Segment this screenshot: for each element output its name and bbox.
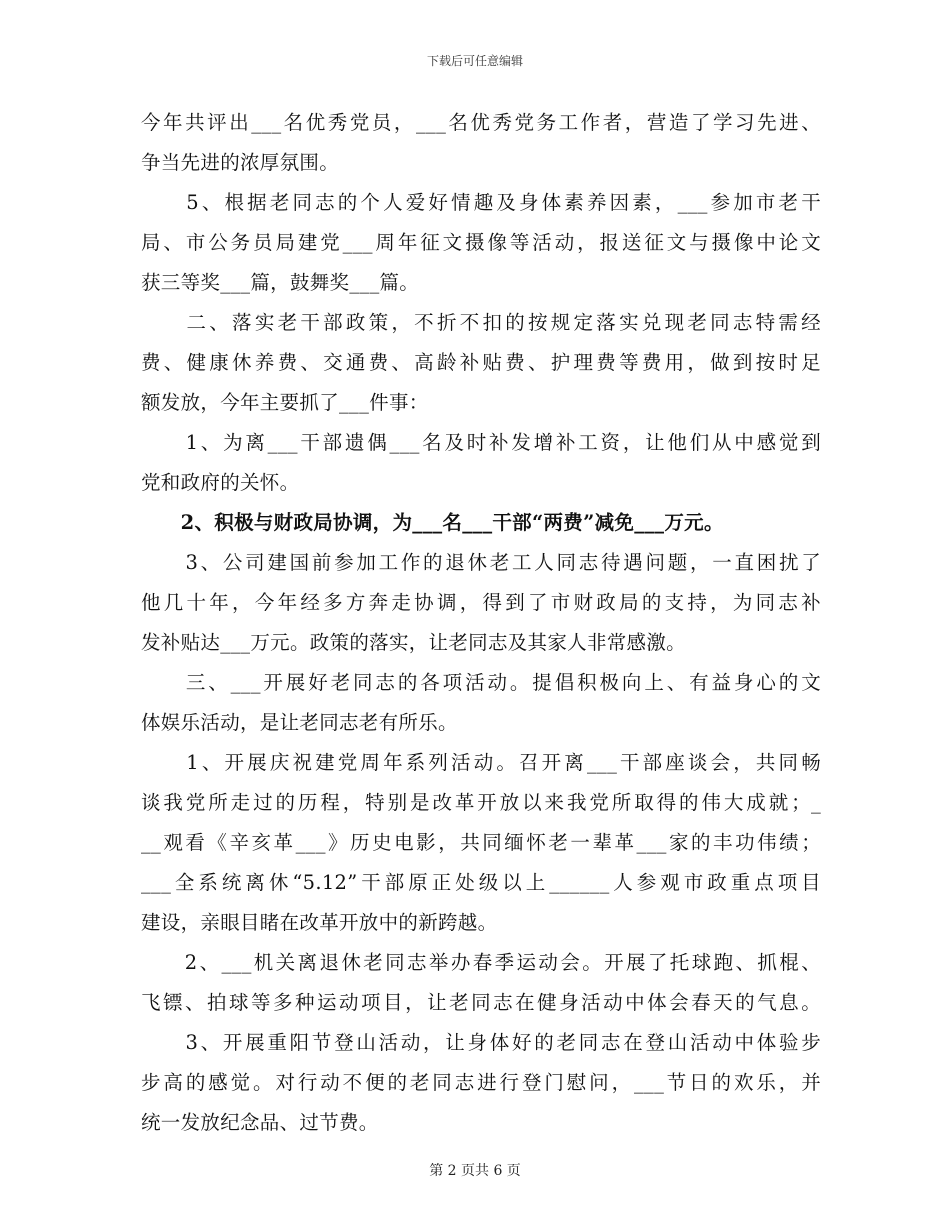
paragraph-line: __观看《辛亥革___》历史电影，共同缅怀老一辈革___家的丰功伟绩； [141, 831, 821, 854]
paragraph-line: 2、___机关离退休老同志举办春季运动会。开展了托球跑、抓棍、 [141, 951, 821, 974]
paragraph-line: 今年共评出___名优秀党员，___名优秀党务工作者，营造了学习先进、 [141, 111, 821, 134]
document-body [141, 103, 821, 1143]
paragraph-line: 费、健康休养费、交通费、高龄补贴费、护理费等费用，做到按时足 [141, 351, 821, 374]
paragraph-line: 5、根据老同志的个人爱好情趣及身体素养因素，___参加市老干 [141, 191, 821, 214]
paragraph-line: 1、开展庆祝建党周年系列活动。召开离___干部座谈会，共同畅 [141, 751, 821, 774]
paragraph-line: 争当先进的浓厚氛围。 [141, 151, 340, 174]
paragraph-line: 1、为离___干部遗偶___名及时补发增补工资，让他们从中感觉到 [141, 431, 821, 454]
paragraph-line: 3、公司建国前参加工作的退休老工人同志待遇问题，一直困扰了 [141, 551, 821, 574]
paragraph-line: 飞镖、拍球等多种运动项目，让老同志在健身活动中体会春天的气息。 [141, 991, 821, 1014]
paragraph-line: 体娱乐活动，是让老同志老有所乐。 [141, 711, 458, 734]
paragraph-line: 谈我党所走过的历程，特别是改革开放以来我党所取得的伟大成就；_ [141, 791, 821, 814]
paragraph-line: 三、___开展好老同志的各项活动。提倡积极向上、有益身心的文 [141, 671, 821, 694]
paragraph-line: 他几十年，今年经多方奔走协调，得到了市财政局的支持，为同志补 [141, 591, 821, 614]
paragraph-line: ___全系统离休“5.12”干部原正处级以上______人参观市政重点项目 [141, 871, 821, 894]
paragraph-line: 步高的感觉。对行动不便的老同志进行登门慰问，___节日的欢乐，并 [141, 1071, 821, 1094]
paragraph-line: 局、市公务员局建党___周年征文摄像等活动，报送征文与摄像中论文 [141, 231, 821, 254]
paragraph-line: 二、落实老干部政策，不折不扣的按规定落实兑现老同志特需经 [141, 311, 821, 334]
page-header: 下载后可任意编辑 [426, 54, 523, 68]
paragraph-line-bold: 2、积极与财政局协调，为___名___干部“两费”减免___万元。 [141, 511, 724, 534]
page-footer: 第 2 页共 6 页 [429, 1163, 521, 1179]
paragraph-line: 发补贴达___万元。政策的落实，让老同志及其家人非常感激。 [141, 631, 686, 654]
paragraph-line: 建设，亲眼目睹在改革开放中的新跨越。 [141, 911, 498, 934]
paragraph-line: 获三等奖___篇，鼓舞奖___篇。 [141, 271, 420, 294]
paragraph-line: 额发放，今年主要抓了___件事： [141, 391, 429, 414]
paragraph-line: 3、开展重阳节登山活动，让身体好的老同志在登山活动中体验步 [141, 1031, 821, 1054]
paragraph-line: 统一发放纪念品、过节费。 [141, 1111, 379, 1134]
paragraph-line: 党和政府的关怀。 [141, 471, 300, 494]
